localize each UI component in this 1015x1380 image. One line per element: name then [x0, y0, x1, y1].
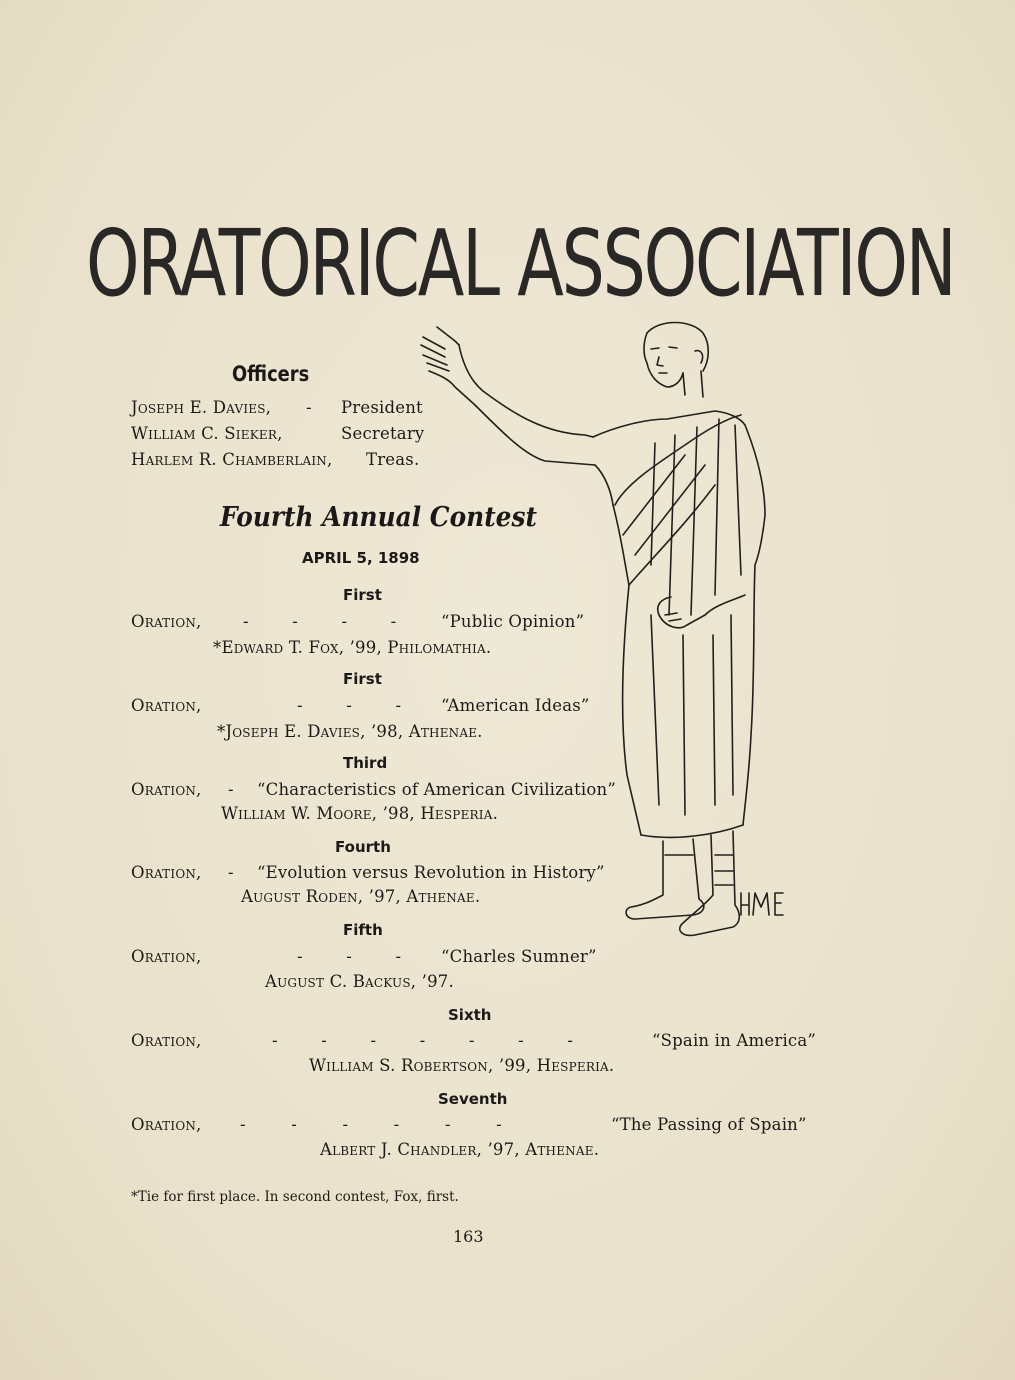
page-number: 163	[453, 1227, 484, 1246]
oration-subject: “Charles Sumner”	[441, 947, 597, 966]
leader-dashes: - - -	[297, 696, 402, 715]
orator-illustration	[415, 315, 785, 950]
oration-subject: “The Passing of Spain”	[611, 1115, 807, 1134]
officer-name: William C. Sieker,	[131, 424, 283, 443]
place-label: Sixth	[448, 1006, 492, 1024]
officers-heading: Officers	[232, 362, 310, 386]
speaker: William W. Moore, ’98, Hesperia.	[221, 804, 499, 823]
speaker: William S. Robertson, ’99, Hesperia.	[309, 1056, 615, 1075]
officer-role: Secretary	[341, 424, 425, 443]
oration-subject: “Evolution versus Revolution in History”	[257, 863, 605, 882]
oration-label: Oration,	[131, 1031, 202, 1050]
oration-label: Oration,	[131, 1115, 202, 1134]
speaker: August Roden, ’97, Athenae.	[241, 887, 481, 906]
place-label: Third	[343, 754, 388, 772]
oration-label: Oration,	[131, 780, 202, 799]
place-label: First	[343, 586, 382, 604]
page-title: ORATORICAL ASSOCIATION	[86, 210, 955, 317]
oration-subject: “Spain in America”	[652, 1031, 817, 1050]
oration-subject: “American Ideas”	[441, 696, 590, 715]
place-label: First	[343, 670, 382, 688]
officer-role: Treas.	[366, 450, 420, 469]
footnote: *Tie for first place. In second contest, Fox, first.	[131, 1189, 459, 1205]
oration-label: Oration,	[131, 612, 202, 631]
leader-dashes: -	[228, 863, 234, 882]
place-label: Fourth	[335, 838, 391, 856]
contest-date: APRIL 5, 1898	[302, 549, 420, 567]
signature: HME	[741, 937, 744, 938]
place-label: Seventh	[438, 1090, 508, 1108]
officer-name: Harlem R. Chamberlain,	[131, 450, 333, 469]
speaker: Albert J. Chandler, ’97, Athenae.	[320, 1140, 600, 1159]
oration-subject: “Public Opinion”	[441, 612, 585, 631]
speaker: *Joseph E. Davies, ’98, Athenae.	[217, 722, 483, 741]
oration-subject: “Characteristics of American Civilization”	[257, 780, 616, 799]
oration-label: Oration,	[131, 863, 202, 882]
leader-dashes: - - - - - - -	[272, 1031, 574, 1050]
leader-dashes: -	[228, 780, 234, 799]
leader-dashes: - - - -	[243, 612, 397, 631]
contest-heading: Fourth Annual Contest	[220, 502, 537, 533]
speaker: *Edward T. Fox, ’99, Philomathia.	[213, 638, 492, 657]
officer-role: President	[341, 398, 423, 417]
leader-dashes: - - - - - -	[240, 1115, 502, 1134]
speaker: August C. Backus, ’97.	[265, 972, 454, 991]
oration-label: Oration,	[131, 947, 202, 966]
officer-name: Joseph E. Davies,	[131, 398, 272, 417]
leader-dashes: - - -	[297, 947, 402, 966]
officer-sep: -	[306, 398, 312, 417]
place-label: Fifth	[343, 921, 383, 939]
oration-label: Oration,	[131, 696, 202, 715]
